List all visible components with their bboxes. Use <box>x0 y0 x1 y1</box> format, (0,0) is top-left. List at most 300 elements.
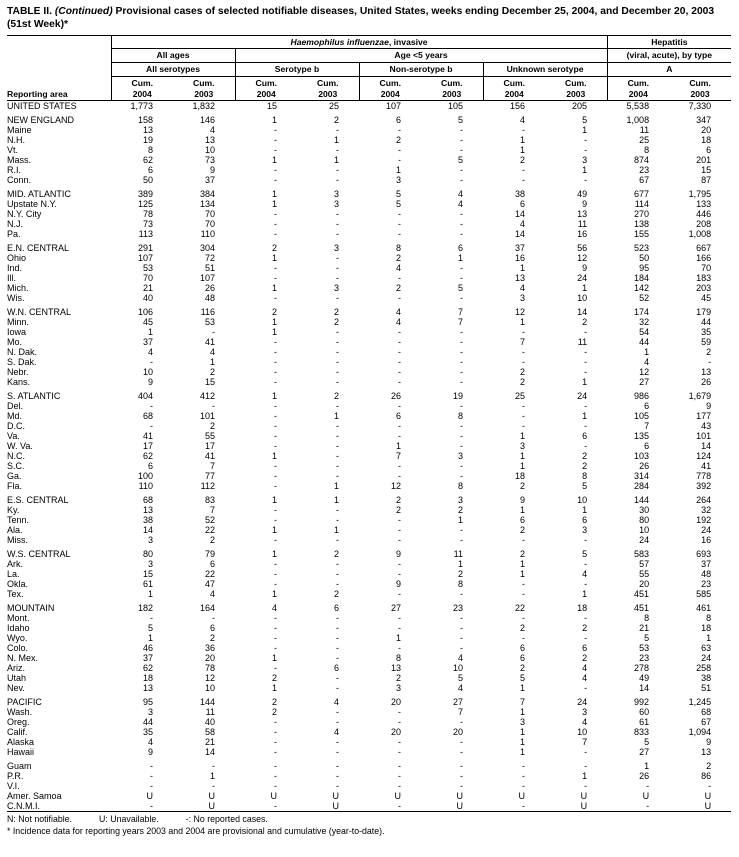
value-cell: 6 <box>457 243 463 254</box>
value-cell: 1 <box>395 633 401 644</box>
value-cell: 2 <box>706 347 712 358</box>
value-cell: - <box>274 727 277 738</box>
value-cell: - <box>274 623 277 634</box>
reporting-area-cell: Tex. <box>7 589 24 600</box>
value-cell: - <box>274 569 277 580</box>
value-cell: - <box>460 367 463 378</box>
value-cell: - <box>398 431 401 442</box>
value-cell: 1 <box>519 747 525 758</box>
value-cell: 26 <box>204 283 215 294</box>
reporting-area-cell: Wis. <box>7 293 25 304</box>
table-row <box>7 747 731 757</box>
value-cell: - <box>584 401 588 412</box>
footnote-legend-item: N: Not notifiable. <box>7 814 73 825</box>
table-title-continued: (Continued) <box>54 6 113 17</box>
value-cell: 2 <box>582 317 588 328</box>
value-cell: 1 <box>644 347 650 358</box>
table-row <box>7 515 731 525</box>
reporting-area-cell: Tenn. <box>7 515 30 526</box>
value-cell: 2 <box>457 505 463 516</box>
value-cell: 8 <box>644 613 650 624</box>
value-cell: - <box>708 781 712 792</box>
value-cell: - <box>460 377 463 388</box>
value-cell: 184 <box>634 273 650 284</box>
value-cell: 6 <box>582 431 588 442</box>
value-cell: 67 <box>639 175 650 186</box>
value-cell: 45 <box>142 317 153 328</box>
value-cell: 1,773 <box>130 101 153 112</box>
value-cell: 2 <box>395 505 401 516</box>
value-cell: 1 <box>271 525 277 536</box>
value-cell: 14 <box>514 209 525 220</box>
value-cell: 3 <box>519 293 525 304</box>
value-cell: 40 <box>142 293 153 304</box>
value-cell: - <box>336 717 339 728</box>
value-cell: - <box>336 781 339 792</box>
value-cell: 2 <box>271 307 277 318</box>
value-cell: - <box>274 613 277 624</box>
value-cell: 5 <box>457 673 463 684</box>
value-cell: - <box>336 229 339 240</box>
table-row <box>7 451 731 461</box>
value-cell: - <box>522 401 525 412</box>
value-cell: - <box>274 633 277 644</box>
reporting-area-cell: Ind. <box>7 263 23 274</box>
value-cell: 101 <box>696 431 712 442</box>
value-cell: 63 <box>701 643 712 654</box>
value-cell: - <box>336 471 339 482</box>
reporting-area-cell: Amer. Samoa <box>7 791 62 802</box>
value-cell: 59 <box>701 337 712 348</box>
value-cell: 1 <box>333 155 339 166</box>
header-spacer <box>7 63 111 77</box>
value-cell: 1 <box>519 569 525 580</box>
value-cell: 1 <box>147 327 153 338</box>
reporting-area-cell: Ariz. <box>7 663 25 674</box>
value-cell: 2 <box>271 673 277 684</box>
value-cell: 6 <box>519 643 525 654</box>
value-cell: 7 <box>209 505 215 516</box>
table-row <box>7 441 731 451</box>
value-cell: - <box>212 327 215 338</box>
value-cell: - <box>274 377 277 388</box>
value-cell: 1 <box>519 317 525 328</box>
value-cell: 6 <box>519 515 525 526</box>
value-cell: 6 <box>209 623 215 634</box>
value-cell: - <box>398 421 401 432</box>
value-cell: 1 <box>271 653 277 664</box>
value-cell: - <box>336 633 339 644</box>
value-cell: - <box>336 145 339 156</box>
table-row <box>7 545 731 559</box>
value-cell: U <box>518 791 525 802</box>
value-cell: 24 <box>639 535 650 546</box>
reporting-area-cell: Hawaii <box>7 747 35 758</box>
value-cell: 57 <box>639 559 650 570</box>
table-row <box>7 273 731 283</box>
value-cell: 18 <box>577 603 588 614</box>
value-cell: 264 <box>696 495 712 506</box>
value-cell: 1 <box>271 589 277 600</box>
table-row <box>7 491 731 505</box>
value-cell: - <box>522 613 525 624</box>
value-cell: - <box>398 559 401 570</box>
value-cell: 1 <box>209 357 215 368</box>
table-row <box>7 111 731 125</box>
value-cell: 19 <box>452 391 463 402</box>
value-cell: 112 <box>200 481 215 492</box>
value-cell: 72 <box>204 253 215 264</box>
value-cell: 5 <box>395 189 401 200</box>
value-cell: - <box>460 737 463 748</box>
reporting-area-cell: Oreg. <box>7 717 30 728</box>
value-cell: 2 <box>333 391 339 402</box>
value-cell: 270 <box>634 209 650 220</box>
value-cell: 7 <box>457 317 463 328</box>
value-cell: - <box>398 347 401 358</box>
value-cell: - <box>398 781 401 792</box>
value-cell: - <box>336 431 339 442</box>
value-cell: 2 <box>519 623 525 634</box>
table-title-prefix: TABLE II. <box>7 6 55 17</box>
value-cell: 133 <box>696 199 712 210</box>
reporting-area-cell: N. Dak. <box>7 347 38 358</box>
value-cell: 12 <box>577 253 588 264</box>
value-cell: 1 <box>519 707 525 718</box>
value-cell: 5 <box>457 115 463 126</box>
value-cell: - <box>274 801 277 812</box>
col-header-cum-2004: Cum. 2004 <box>111 76 173 100</box>
value-cell: 37 <box>204 175 215 186</box>
value-cell: - <box>584 441 588 452</box>
table-row <box>7 471 731 481</box>
value-cell: - <box>584 357 588 368</box>
value-cell: 100 <box>137 471 153 482</box>
table-row <box>7 303 731 317</box>
value-cell: 1 <box>395 165 401 176</box>
value-cell: - <box>212 613 215 624</box>
value-cell: 2 <box>519 481 525 492</box>
table-row <box>7 135 731 145</box>
value-cell: 68 <box>701 707 712 718</box>
value-cell: 53 <box>639 643 650 654</box>
value-cell: - <box>336 461 339 472</box>
table-row <box>7 579 731 589</box>
value-cell: U <box>332 791 339 802</box>
value-cell: 26 <box>639 461 650 472</box>
value-cell: 14 <box>142 525 153 536</box>
value-cell: 134 <box>199 199 215 210</box>
value-cell: - <box>336 579 339 590</box>
value-cell: - <box>150 613 153 624</box>
value-cell: - <box>398 125 401 136</box>
value-cell: - <box>274 643 277 654</box>
value-cell: U <box>580 801 588 812</box>
value-cell: 18 <box>514 471 525 482</box>
value-cell: - <box>336 683 339 694</box>
value-cell: 1,008 <box>688 229 712 240</box>
value-cell: 5 <box>582 481 588 492</box>
value-cell: 44 <box>639 337 650 348</box>
value-cell: 58 <box>204 727 215 738</box>
value-cell: 693 <box>696 549 712 560</box>
value-cell: - <box>336 357 339 368</box>
value-cell: 2 <box>519 525 525 536</box>
value-cell: 5 <box>457 155 463 166</box>
value-cell: - <box>398 771 401 782</box>
value-cell: - <box>460 535 463 546</box>
value-cell: 9 <box>706 737 712 748</box>
value-cell: 23 <box>639 165 650 176</box>
value-cell: 155 <box>634 229 650 240</box>
value-cell: - <box>398 337 401 348</box>
value-cell: 37 <box>701 559 712 570</box>
value-cell: 392 <box>696 481 712 492</box>
value-cell: - <box>584 781 588 792</box>
value-cell: 2 <box>395 673 401 684</box>
value-cell: - <box>522 165 525 176</box>
value-cell: 4 <box>147 347 153 358</box>
value-cell: 11 <box>639 125 650 136</box>
value-cell: 73 <box>204 155 215 166</box>
value-cell: 8 <box>582 471 588 482</box>
value-cell: - <box>274 357 277 368</box>
value-cell: 1 <box>519 505 525 516</box>
value-cell: - <box>274 125 277 136</box>
value-cell: 11 <box>577 337 588 348</box>
value-cell: U <box>704 791 712 802</box>
value-cell: 11 <box>577 219 588 230</box>
value-cell: - <box>398 525 401 536</box>
value-cell: 38 <box>514 189 525 200</box>
value-cell: - <box>398 293 401 304</box>
value-cell: 7 <box>519 337 525 348</box>
reporting-area-cell: Mass. <box>7 155 32 166</box>
value-cell: 1,795 <box>688 189 712 200</box>
value-cell: 2 <box>395 283 401 294</box>
reporting-area-cell: Mont. <box>7 613 30 624</box>
value-cell: 1 <box>706 633 712 644</box>
value-cell: 291 <box>137 243 153 254</box>
value-cell: - <box>460 643 463 654</box>
header-all-serotypes: All serotypes <box>111 63 235 77</box>
value-cell: - <box>460 125 463 136</box>
value-cell: - <box>522 125 525 136</box>
reporting-area-cell: N.J. <box>7 219 24 230</box>
value-cell: 7 <box>582 737 588 748</box>
value-cell: 585 <box>696 589 712 600</box>
reporting-area-cell: N.H. <box>7 135 25 146</box>
value-cell: - <box>336 263 339 274</box>
value-cell: 1 <box>271 199 277 210</box>
value-cell: 174 <box>634 307 650 318</box>
reporting-area-cell: Del. <box>7 401 24 412</box>
value-cell: 24 <box>577 273 588 284</box>
value-cell: - <box>274 431 277 442</box>
value-cell: - <box>398 707 401 718</box>
header-reporting-area: Reporting area <box>7 76 111 100</box>
value-cell: 23 <box>701 579 712 590</box>
value-cell: 24 <box>577 697 588 708</box>
value-cell: 16 <box>514 253 525 264</box>
value-cell: - <box>336 421 339 432</box>
value-cell: - <box>460 421 463 432</box>
value-cell: 156 <box>509 101 525 112</box>
value-cell: - <box>460 135 463 146</box>
reporting-area-cell: Guam <box>7 761 32 772</box>
value-cell: 1 <box>271 391 277 402</box>
value-cell: 1 <box>271 495 277 506</box>
value-cell: - <box>398 219 401 230</box>
value-cell: - <box>460 209 463 220</box>
value-cell: 404 <box>137 391 153 402</box>
table-row <box>7 377 731 387</box>
value-cell: - <box>274 717 277 728</box>
value-cell: 4 <box>582 569 588 580</box>
value-cell: 20 <box>390 727 401 738</box>
value-cell: 125 <box>137 199 153 210</box>
value-cell: - <box>150 801 153 812</box>
value-cell: 52 <box>639 293 650 304</box>
table-row <box>7 613 731 623</box>
value-cell: - <box>274 411 277 422</box>
value-cell: 70 <box>204 209 215 220</box>
reporting-area-cell: PACIFIC <box>7 697 42 708</box>
value-cell: 1 <box>457 559 463 570</box>
value-cell: - <box>460 175 463 186</box>
value-cell: - <box>212 401 215 412</box>
value-cell: - <box>274 421 277 432</box>
value-cell: 86 <box>701 771 712 782</box>
value-cell: 177 <box>696 411 712 422</box>
value-cell: 1 <box>333 135 339 146</box>
value-cell: 13 <box>577 209 588 220</box>
table-row <box>7 599 731 613</box>
value-cell: 4 <box>271 603 277 614</box>
value-cell: - <box>398 327 401 338</box>
value-cell: 32 <box>701 505 712 516</box>
value-cell: 52 <box>204 515 215 526</box>
table-row <box>7 239 731 253</box>
value-cell: - <box>398 569 401 580</box>
value-cell: - <box>336 367 339 378</box>
value-cell: - <box>336 761 339 772</box>
value-cell: - <box>336 771 339 782</box>
value-cell: 1 <box>519 559 525 570</box>
value-cell: 4 <box>644 357 650 368</box>
value-cell: - <box>584 633 588 644</box>
value-cell: 70 <box>204 219 215 230</box>
value-cell: 1 <box>147 633 153 644</box>
value-cell: - <box>522 801 525 812</box>
reporting-area-cell: UNITED STATES <box>7 101 77 112</box>
value-cell: 2 <box>333 317 339 328</box>
col-header-cum-2004: Cum. 2004 <box>235 76 297 100</box>
value-cell: - <box>646 781 650 792</box>
value-cell: 1,679 <box>688 391 712 402</box>
value-cell: 3 <box>457 451 463 462</box>
value-cell: - <box>274 229 277 240</box>
value-cell: 6 <box>644 401 650 412</box>
value-cell: 16 <box>577 229 588 240</box>
value-cell: 258 <box>696 663 712 674</box>
value-cell: 13 <box>390 663 401 674</box>
value-cell: 6 <box>395 411 401 422</box>
value-cell: - <box>522 327 525 338</box>
value-cell: 183 <box>696 273 712 284</box>
value-cell: - <box>274 273 277 284</box>
value-cell: 158 <box>137 115 153 126</box>
value-cell: - <box>212 761 215 772</box>
reporting-area-cell: Ga. <box>7 471 22 482</box>
value-cell: 2 <box>333 549 339 560</box>
value-cell: 166 <box>696 253 712 264</box>
value-cell: - <box>460 431 463 442</box>
value-cell: 23 <box>452 603 463 614</box>
value-cell: 54 <box>639 327 650 338</box>
value-cell: 9 <box>519 495 525 506</box>
value-cell: - <box>274 401 277 412</box>
value-cell: - <box>460 273 463 284</box>
value-cell: - <box>584 347 588 358</box>
table-row <box>7 653 731 663</box>
value-cell: 6 <box>209 559 215 570</box>
value-cell: 10 <box>639 525 650 536</box>
value-cell: 48 <box>204 293 215 304</box>
value-cell: 47 <box>204 579 215 590</box>
value-cell: 4 <box>519 115 525 126</box>
value-cell: - <box>460 589 463 600</box>
value-cell: 10 <box>577 727 588 738</box>
value-cell: 677 <box>634 189 650 200</box>
value-cell: 114 <box>634 199 650 210</box>
value-cell: - <box>336 515 339 526</box>
table-row <box>7 219 731 229</box>
value-cell: - <box>460 165 463 176</box>
value-cell: 67 <box>701 717 712 728</box>
table-row <box>7 683 731 693</box>
value-cell: 2 <box>333 307 339 318</box>
header-non-serotype-b: Non-serotype b <box>359 63 483 77</box>
value-cell: 18 <box>142 673 153 684</box>
value-cell: 9 <box>582 199 588 210</box>
reporting-area-cell: Ill. <box>7 273 16 284</box>
value-cell: - <box>336 327 339 338</box>
value-cell: 7 <box>395 451 401 462</box>
table-row <box>7 411 731 421</box>
col-header-cum-2003: Cum. 2003 <box>297 76 359 100</box>
value-cell: 7,330 <box>688 101 712 112</box>
value-cell: 49 <box>639 673 650 684</box>
header-serotype-row <box>7 63 731 77</box>
value-cell: 30 <box>639 505 650 516</box>
value-cell: - <box>398 155 401 166</box>
value-cell: 13 <box>701 367 712 378</box>
value-cell: 24 <box>577 391 588 402</box>
value-cell: 4 <box>582 717 588 728</box>
value-cell: 667 <box>696 243 712 254</box>
value-cell: 8 <box>457 579 463 590</box>
value-cell: 68 <box>142 495 153 506</box>
value-cell: 4 <box>457 683 463 694</box>
reporting-area-cell: Miss. <box>7 535 28 546</box>
value-cell: 2 <box>395 495 401 506</box>
value-cell: 146 <box>199 115 215 126</box>
value-cell: 21 <box>142 283 153 294</box>
value-cell: 1 <box>333 481 339 492</box>
value-cell: - <box>460 347 463 358</box>
table-row <box>7 327 731 337</box>
